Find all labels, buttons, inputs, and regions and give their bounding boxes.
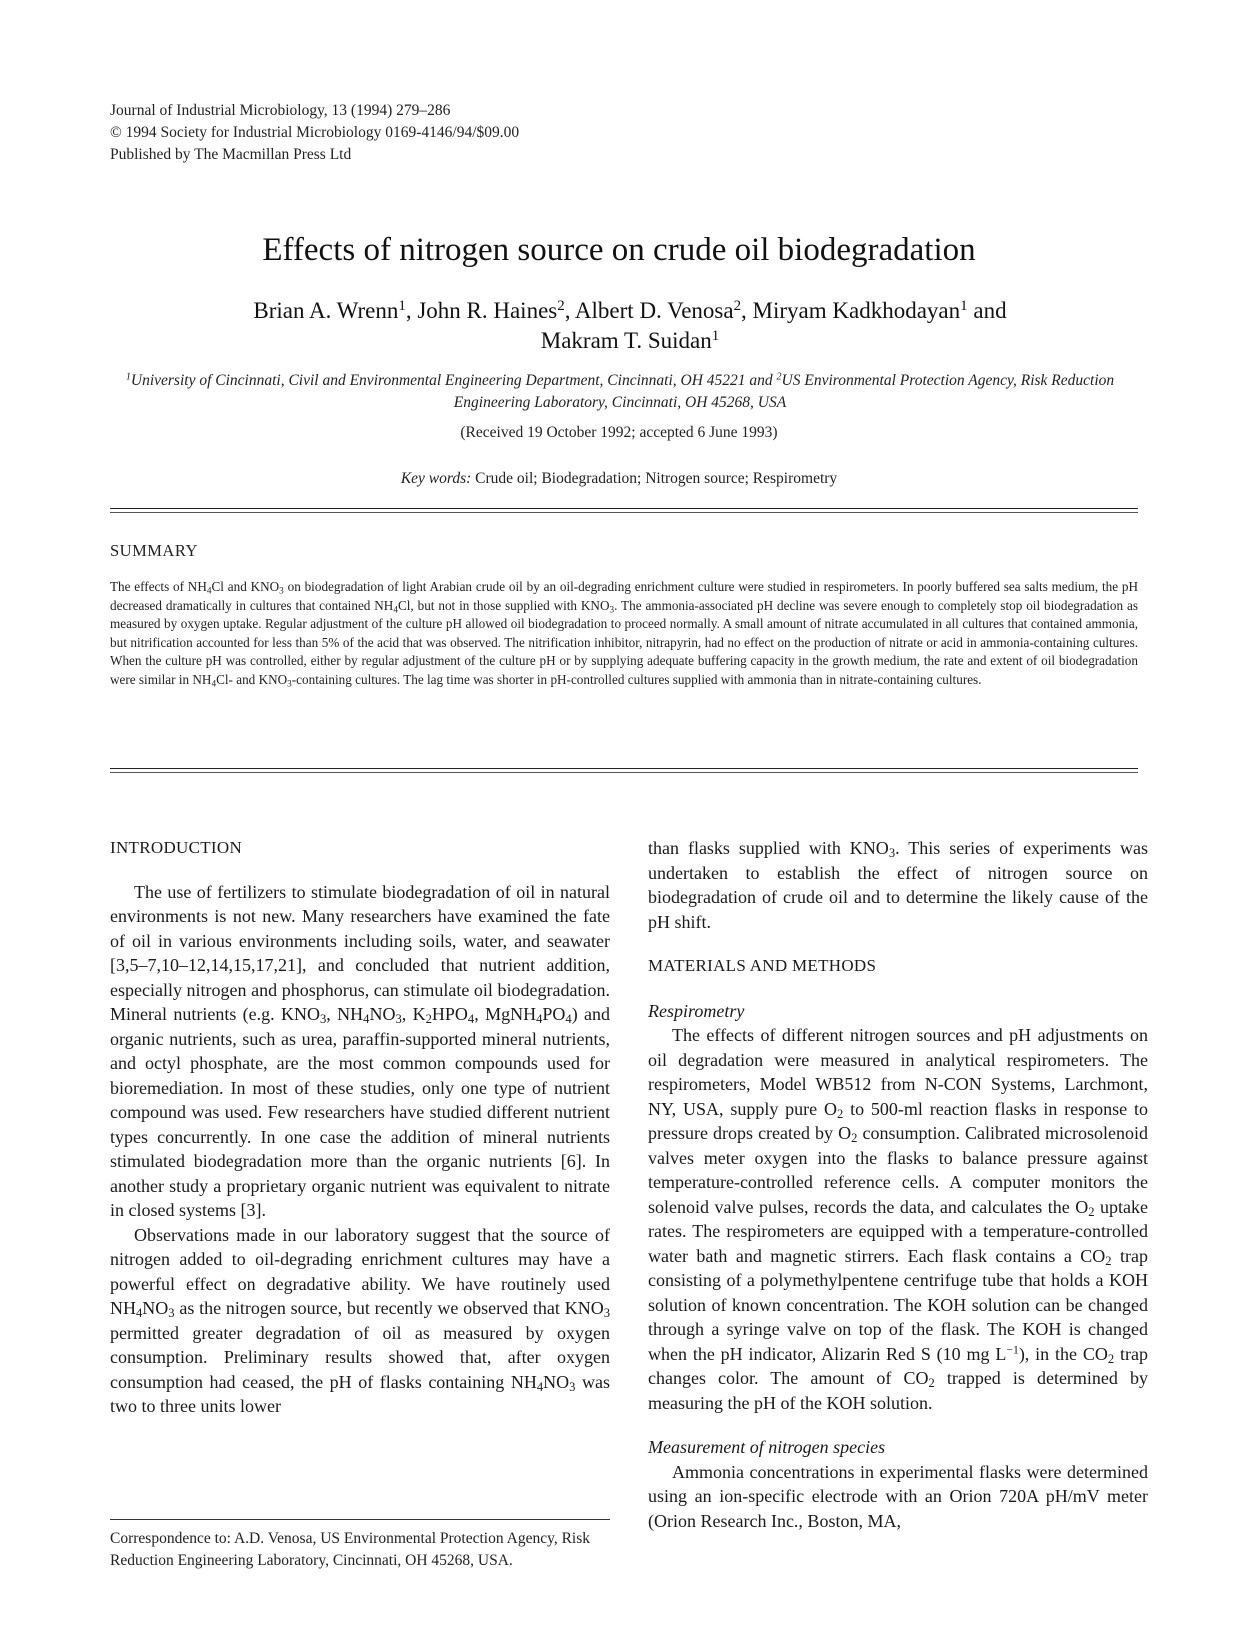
affiliation-marker: 2 bbox=[557, 297, 565, 314]
introduction-continued: than flasks supplied with $KNO_3$. This series of experiments was undertaken to establish the effect of nitrogen source on biodegradation of crude oil and to determine the likely cause of the pH shift. bbox=[648, 838, 1148, 932]
affiliation-text: US Environmental Protection Agency, Risk Reduction Engineering Laboratory, Cincinnati, OH 45268, USA bbox=[453, 372, 1115, 411]
publisher-line: Published by The Macmillan Press Ltd bbox=[110, 146, 352, 163]
affiliation-marker: 1 bbox=[398, 297, 406, 314]
respirometry-paragraph: The effects of different nitrogen sources and pH adjustments on oil degradation were measured in analytical respirometers. The respirometers, Model WB512 from N-CON Systems, Larchmont, NY, USA, supply pure $O_2$ to 500-ml reaction flasks in response to pressure drops created by $O_2$ consumption. Calibrated microsolenoid valves meter oxygen into the flasks to balance pressure against temperature-controlled reference cells. A computer monitors the solenoid valve pulses, records the data, and calculates the $O_2$ uptake rates. The respirometers are equipped with a temperature-controlled water bath and magnetic stirrers. Each flask contains a $CO_2$ trap consisting of a polymethylpentene centrifuge tube that holds a KOH solution of known concentration. The KOH solution can be changed through a syringe valve on top of the flask. The KOH is changed when the pH indicator, Alizarin Red S (10 mg $L^{-1}$), in the $CO_2$ trap changes color. The amount of $CO_2$ trapped is determined by measuring the pH of the KOH solution. bbox=[648, 1025, 1148, 1413]
copyright-line: © 1994 Society for Industrial Microbiology 0169-4146/94/$09.00 bbox=[110, 124, 520, 141]
author-conjunction: and bbox=[967, 298, 1007, 323]
affiliation-marker: 2 bbox=[733, 297, 742, 314]
affiliations bbox=[110, 370, 1130, 414]
keywords-label: Key words: bbox=[400, 470, 472, 487]
nitrogen-species-heading: Measurement of nitrogen species bbox=[648, 1437, 886, 1457]
author-name: Brian A. Wrenn bbox=[253, 298, 399, 323]
author-name: Makram T. Suidan bbox=[540, 328, 712, 353]
introduction-paragraph: Observations made in our laboratory suggest that the source of nitrogen added to oil-degrading enrichment cultures may have a powerful effect on degradative ability. We have routinely used $NH_4NO_3$ as the nitrogen source, but recently we observed that $KNO_3$ permitted greater degradation of oil as measured by oxygen consumption. Preliminary results showed that, after oxygen consumption had ceased, the pH of flasks containing $NH_4NO_3$ was two to three units lower bbox=[110, 1224, 611, 1416]
divider-rule bbox=[110, 768, 1138, 769]
introduction-heading: INTRODUCTION bbox=[110, 838, 243, 857]
author-name: , John R. Haines bbox=[405, 298, 558, 323]
author-name: , Miryam Kadkhodayan bbox=[741, 298, 961, 323]
divider-rule bbox=[110, 508, 1138, 509]
keywords bbox=[0, 470, 1238, 488]
affiliation-marker: 1 bbox=[125, 371, 131, 383]
journal-header bbox=[110, 100, 519, 166]
paper-title: Effects of nitrogen source on crude oil biodegradation bbox=[262, 232, 976, 268]
nitrogen-species-paragraph: Ammonia concentrations in experimental flasks were determined using an ion-specific electrode with an Orion 720A pH/mV meter (Orion Research Inc., Boston, MA, bbox=[648, 1461, 1148, 1531]
introduction-paragraph: The use of fertilizers to stimulate biodegradation of oil in natural environments is not new. Many researchers have examined the fate of oil in various environments including soils, water, and seawater [3,5–7,10–12,14,15,17,21], and concluded that nutrient addition, especially nitrogen and phosphorus, can stimulate oil biodegradation. Mineral nutrients (e.g. $KNO_3$, $NH_4NO_3$, $K_2HPO_4$, $MgNH_4PO_4$) and organic nutrients, such as urea, paraffin-supported mineral nutrients, and octyl phosphate, are the most common compounds used for bioremediation. In most of these studies, only one type of nutrient compound was used. Few researchers have studied different nutrient types concurrently. In one case the addition of mineral nutrients stimulated biodegradation more than the organic nutrients [6]. In another study a proprietary organic nutrient was equivalent to nitrate in closed systems [3]. bbox=[110, 881, 611, 1220]
author-name: , Albert D. Venosa bbox=[564, 298, 734, 323]
affiliation-text: University of Cincinnati, Civil and Environmental Engineering Department, Cincinnati, OH 45221 and bbox=[130, 372, 777, 389]
journal-citation: Journal of Industrial Microbiology, 13 (1994) 279–286 bbox=[110, 102, 451, 119]
received-dates: (Received 19 October 1992; accepted 6 June 1993) bbox=[460, 424, 778, 441]
author-list bbox=[130, 296, 1130, 356]
left-column bbox=[110, 836, 610, 1419]
correspondence-footnote: Correspondence to: A.D. Venosa, US Environmental Protection Agency, Risk Reduction Engineering Laboratory, Cincinnati, OH 45268, USA. bbox=[110, 1530, 591, 1569]
respirometry-heading: Respirometry bbox=[648, 1000, 745, 1021]
summary-heading: SUMMARY bbox=[110, 541, 198, 560]
affiliation-marker: 2 bbox=[776, 371, 782, 383]
affiliation-marker: 1 bbox=[711, 327, 720, 344]
right-column bbox=[648, 836, 1148, 1533]
methods-heading: MATERIALS AND METHODS bbox=[648, 956, 877, 975]
keywords-text: Crude oil; Biodegradation; Nitrogen source; Respirometry bbox=[471, 470, 838, 487]
affiliation-marker: 1 bbox=[960, 297, 968, 314]
summary-text: The effects of $NH_4Cl$ and $KNO_3$ on biodegradation of light Arabian crude oil by an oil-degrading enrichment culture were studied in respirometers. In poorly buffered sea salts medium, the pH decreased dramatically in cultures that contained $NH_4Cl$, but not in those supplied with $KNO_3$. The ammonia-associated pH decline was severe enough to completely stop oil biodegradation as measured by oxygen uptake. Regular adjustment of the culture pH allowed oil biodegradation to proceed normally. A small amount of nitrate accumulated in all cultures that contained ammonia, but nitrification accounted for less than 5% of the acid that was observed. The nitrification inhibitor, nitrapyrin, had no effect on the production of nitrate or acid in ammonia-containing cultures. When the culture pH was controlled, either by regular adjustment of the culture pH or by supplying adequate buffering capacity in the growth medium, the rate and extent of oil biodegradation were similar in $NH_4Cl-$ and $KNO_3$-containing cultures. The lag time was shorter in pH-controlled cultures supplied with ammonia than in nitrate-containing cultures. bbox=[110, 579, 1139, 688]
footnote-rule bbox=[110, 1519, 610, 1520]
